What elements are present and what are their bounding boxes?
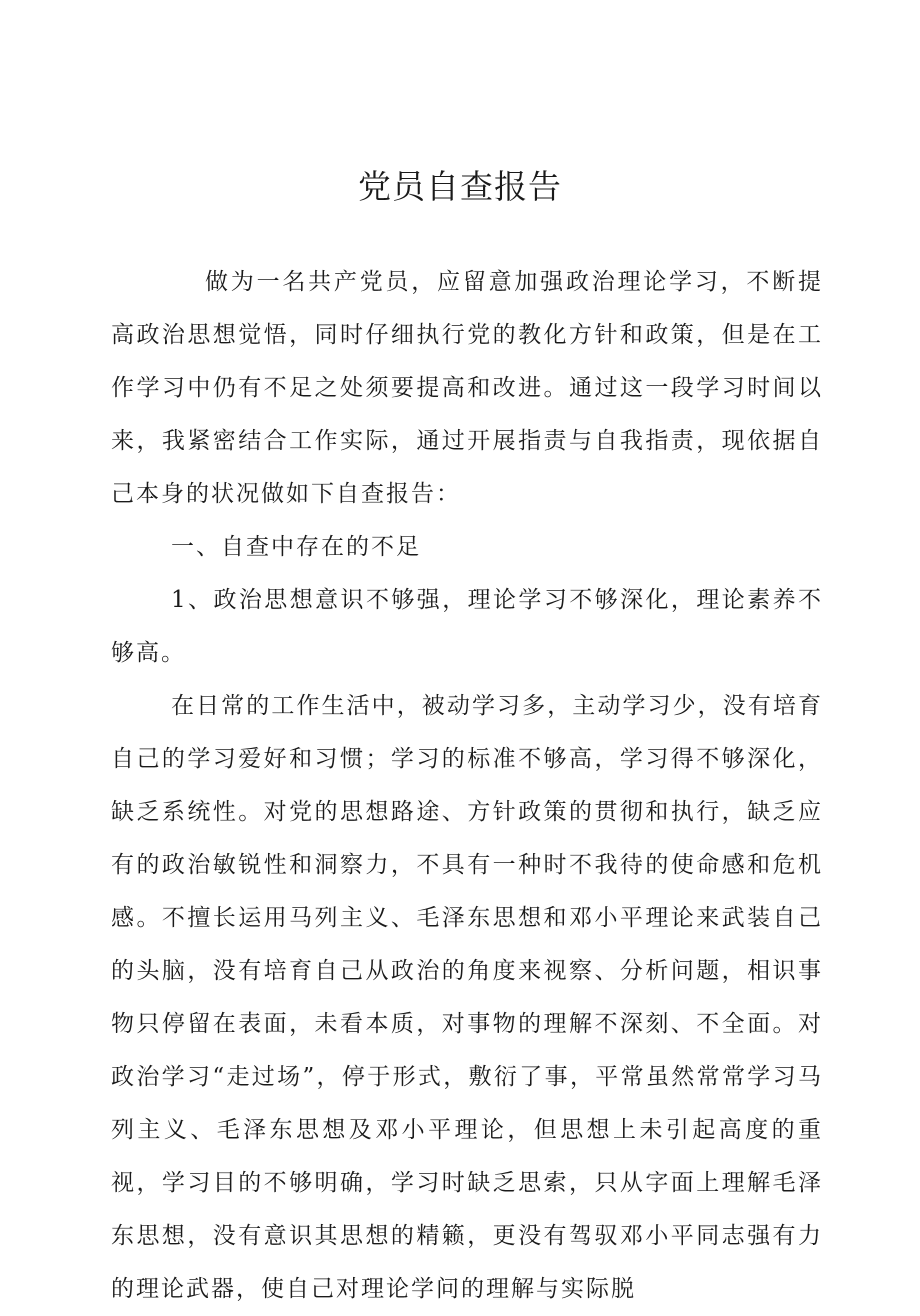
paragraph-body: 在日常的工作生活中，被动学习多，主动学习少，没有培育自己的学习爱好和习惯；学习的标准不够高，学习得不够深化，缺乏系统性。对党的思想路途、方针政策的贯彻和执行，缺乏应有的政治敏锐性和洞察力，不具有一种时不我待的使命感和危机感。不擅长运用马列主义、毛泽东思想和邓小平理论来武装自己的头脑，没有培育自己从政治的角度来视察、分析问题，相识事物只停留在表面，未看本质，对事物的理解不深刻、不全面。对政治学习“走过场”，停于形式，敷衍了事，平常虽然常常学习马列主义、毛泽东思想及邓小平理论，但思想上未引起高度的重视，学习目的不够明确，学习时缺乏思索，只从字面上理解毛泽东思想，没有意识其思想的精籁，更没有驾驭邓小平同志强有力的理论武器，使自己对理论学问的理解与实际脱 (111, 693, 823, 1302)
document-title: 党员自查报告 (358, 167, 562, 206)
document-body (111, 256, 823, 1316)
subsection-heading: 1、政治思想意识不够强，理论学习不够深化，理论素养不够高。 (111, 587, 823, 666)
section-heading: 一、自查中存在的不足 (171, 534, 421, 560)
paragraph-intro: 做为一名共产党员，应留意加强政治理论学习，不断提高政治思想觉悟，同时仔细执行党的教化方针和政策，但是在工作学习中仍有不足之处须要提高和改进。通过这一段学习时间以来，我紧密结合工作实际，通过开展指责与自我指责，现依据自己本身的状况做如下自查报告： (111, 269, 823, 507)
